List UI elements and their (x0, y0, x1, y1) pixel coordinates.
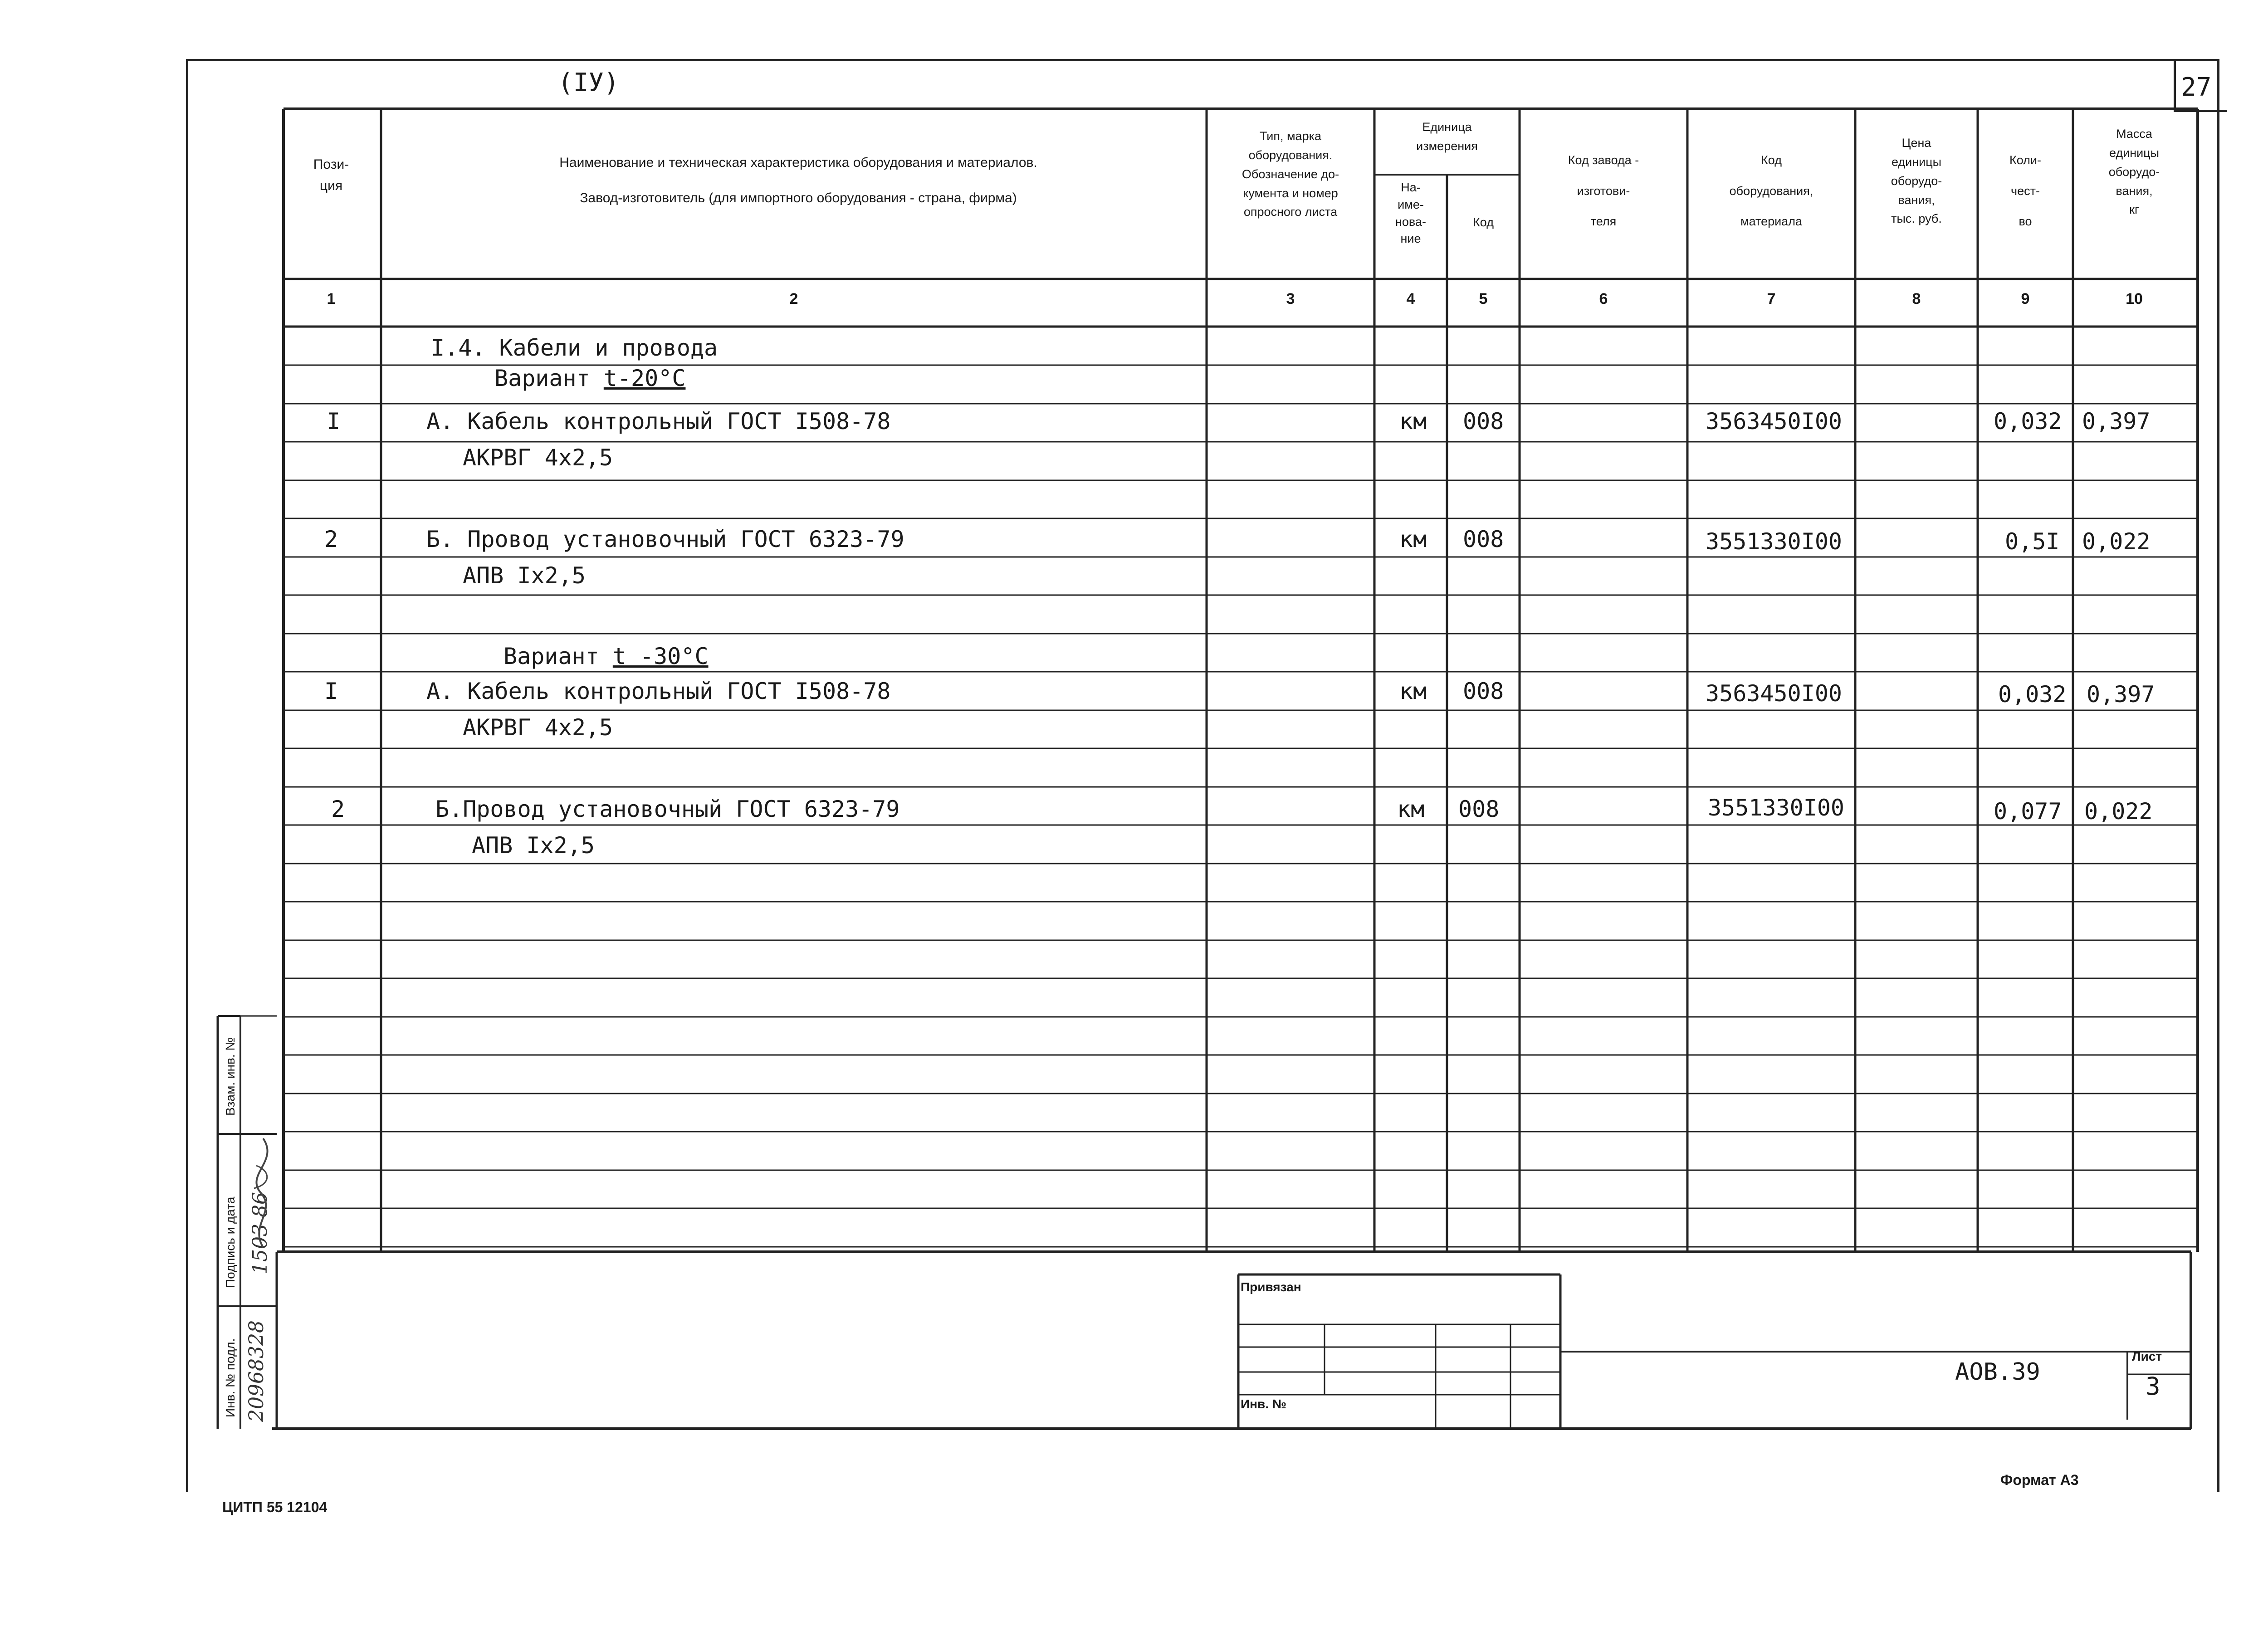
side-vzam: Взам. инв. № (223, 1037, 237, 1116)
row-material-code: 3551330I00 (1708, 795, 1845, 821)
variant-label: Вариант (494, 365, 604, 391)
row-pos: 2 (324, 526, 338, 552)
row-quantity: 0,032 (1998, 681, 2067, 708)
variant-temp: t -30°C (612, 643, 709, 669)
column-number-8: 8 (1912, 290, 1921, 308)
row-unit: км (1399, 408, 1427, 435)
row-section-title: I.4. Кабели и провода (431, 335, 718, 361)
header-quantity: Коли- чест- во (2009, 153, 2041, 228)
row-name: АКРВГ 4х2,5 (463, 444, 613, 471)
column-number-10: 10 (2126, 290, 2143, 308)
row-material-code: 3551330I00 (1706, 528, 1843, 555)
header-unit-code: Код (1473, 215, 1494, 229)
stamp-inv-no: Инв. № (1241, 1397, 1287, 1411)
header-type: Тип, марка оборудования. Обозначение до- кумента и номер опросного листа (1242, 129, 1339, 219)
row-unit-code: 008 (1463, 526, 1504, 552)
row-pos: 2 (331, 796, 345, 822)
row-variant-2 (503, 643, 709, 669)
section-code: (IУ) (558, 68, 619, 98)
stamp-sheet-label: Лист (2132, 1349, 2162, 1363)
side-inv-podl: Инв. № подл. (223, 1338, 237, 1417)
stamp-privyazan: Привязан (1241, 1280, 1301, 1294)
row-quantity: 0,032 (1994, 408, 2062, 435)
variant-label: Вариант (503, 643, 613, 669)
row-name: АПВ Iх2,5 (472, 832, 595, 859)
header-price: Цена единицы оборудо- вания, тыс. руб. (1891, 136, 1942, 226)
row-mass: 0,397 (2087, 681, 2155, 708)
row-name: А. Кабель контрольный ГОСТ I508-78 (426, 678, 891, 704)
row-name: АПВ Iх2,5 (463, 562, 586, 589)
column-number-5: 5 (1479, 290, 1488, 308)
column-number-9: 9 (2021, 290, 2030, 308)
row-unit: км (1399, 678, 1427, 704)
row-material-code: 3563450I00 (1706, 408, 1843, 435)
column-number-3: 3 (1286, 290, 1295, 308)
signature-scribble (245, 1134, 281, 1252)
row-unit: км (1399, 526, 1427, 552)
header-material-code: Код оборудования, материала (1729, 153, 1813, 228)
column-number-6: 6 (1599, 290, 1608, 308)
footer-format: Формат А3 (2000, 1472, 2079, 1488)
row-unit: км (1397, 796, 1425, 822)
column-number-1: 1 (327, 290, 336, 308)
side-podpis: Подпись и дата (223, 1196, 237, 1288)
row-unit-code: 008 (1463, 678, 1504, 704)
row-unit-code: 008 (1463, 408, 1504, 435)
row-quantity: 0,077 (1994, 798, 2062, 825)
row-pos: I (327, 408, 341, 435)
variant-temp: t-20°C (603, 365, 686, 391)
stamp-sheet-number: 3 (2146, 1372, 2160, 1401)
header-factory-code: Код завода - изготови- теля (1568, 153, 1639, 228)
column-number-2: 2 (789, 290, 798, 308)
column-number-7: 7 (1767, 290, 1776, 308)
row-name: Б. Провод установочный ГОСТ 6323-79 (426, 526, 904, 552)
header-unit-name: На- име- нова- ние (1395, 181, 1426, 246)
row-name: Б.Провод установочный ГОСТ 6323-79 (435, 796, 900, 822)
row-unit-code: 008 (1458, 796, 1500, 822)
header-name: Наименование и техническая характеристика оборудования и материалов. Завод-изготовитель (для импортного оборудования - страна, фирма) (559, 155, 1037, 205)
row-mass: 0,397 (2082, 408, 2151, 435)
side-handwritten-date: 1503 86 (249, 1192, 272, 1274)
row-mass: 0,022 (2082, 528, 2151, 555)
row-quantity: 0,5I (2005, 528, 2060, 555)
header-mass: Масса единицы оборудо- вания, кг (2108, 127, 2160, 217)
column-number-4: 4 (1406, 290, 1415, 308)
row-material-code: 3563450I00 (1706, 680, 1843, 707)
footer-publisher: ЦИТП 55 12104 (222, 1499, 327, 1515)
header-position: Пози- ция (313, 157, 349, 193)
row-mass: 0,022 (2084, 798, 2153, 825)
row-variant-1 (494, 365, 685, 391)
row-name: А. Кабель контрольный ГОСТ I508-78 (426, 408, 891, 435)
row-pos: I (324, 678, 338, 704)
row-name: АКРВГ 4х2,5 (463, 714, 613, 741)
sheet-number: 27 (2181, 73, 2212, 102)
side-handwritten-inv: 20968328 (245, 1320, 268, 1422)
stamp-doc-code: АОВ.39 (1955, 1358, 2040, 1386)
header-unit-group: Единица измерения (1416, 120, 1478, 153)
